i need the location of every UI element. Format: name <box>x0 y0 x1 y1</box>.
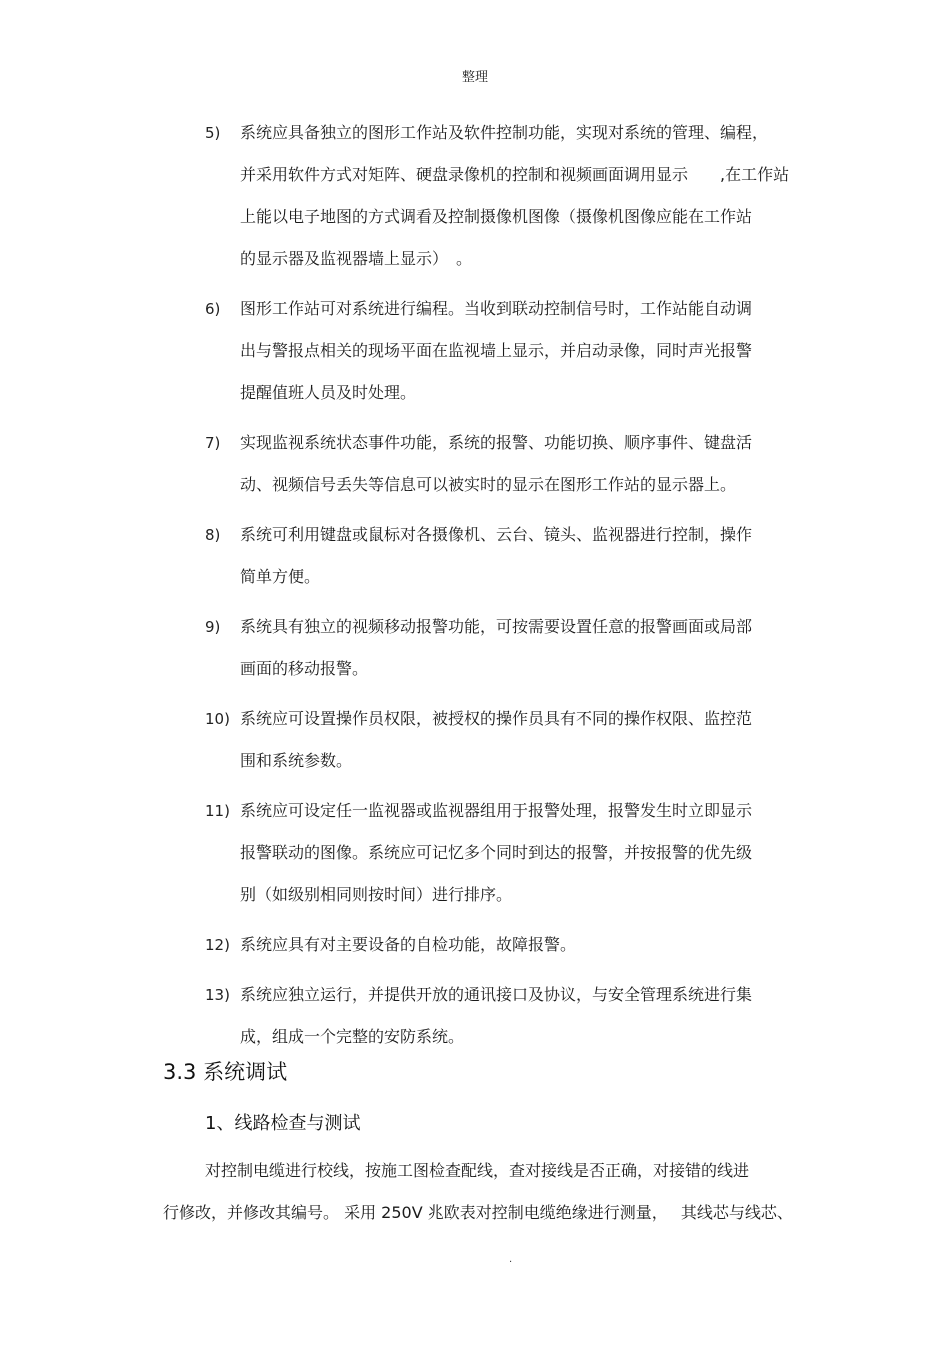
section-title: 3.3 系统调试 <box>163 1060 288 1084</box>
list-number: 7) <box>205 434 221 452</box>
list-item-line: 图形工作站可对系统进行编程。当收到联动控制信号时，工作站能自动调 <box>240 299 753 318</box>
list-item-line: 报警联动的图像。系统应可记忆多个同时到达的报警，并按报警的优先级 <box>240 843 753 862</box>
list-item-line: 系统应具备独立的图形工作站及软件控制功能，实现对系统的管理、编程， <box>240 123 769 142</box>
page-footer-mark: . <box>509 1254 513 1265</box>
list-item-11 <box>205 790 865 916</box>
list-item-7 <box>205 422 865 506</box>
list-item-line: 上能以电子地图的方式调看及控制摄像机图像（摄像机图像应能在工作站 <box>240 207 753 226</box>
list-item-13 <box>205 974 865 1058</box>
list-item-10 <box>205 698 865 782</box>
list-item-line: 简单方便。 <box>240 567 321 586</box>
list-item-6 <box>205 288 865 414</box>
list-item-5 <box>205 112 865 280</box>
list-number: 5) <box>205 124 221 142</box>
list-item-line: 成，组成一个完整的安防系统。 <box>240 1027 465 1046</box>
page-header: 整理 <box>461 70 488 85</box>
list-item-line: 动、视频信号丢失等信息可以被实时的显示在图形工作站的显示器上。 <box>240 475 737 494</box>
list-item-line: 实现监视系统状态事件功能，系统的报警、功能切换、顺序事件、键盘活 <box>240 433 753 452</box>
list-item-line: 系统应可设定任一监视器或监视器组用于报警处理，报警发生时立即显示 <box>240 801 753 820</box>
list-item-line: 别（如级别相同则按时间）进行排序。 <box>240 885 513 904</box>
list-item-9 <box>205 606 865 690</box>
paragraph-line: 对控制电缆进行校线，按施工图检查配线，查对接线是否正确，对接错的线进 <box>205 1161 750 1180</box>
list-item-line: 系统应可设置操作员权限，被授权的操作员具有不同的操作权限、监控范 <box>240 709 753 728</box>
list-item-8 <box>205 514 865 598</box>
paragraph-line: 行修改，并修改其编号。 采用 250V 兆欧表对控制电缆绝缘进行测量， 其线芯与线芯、 <box>163 1203 793 1222</box>
body-paragraph <box>163 1150 863 1234</box>
list-item-line: 出与警报点相关的现场平面在监视墙上显示，并启动录像，同时声光报警 <box>240 341 753 360</box>
list-item-line: 画面的移动报警。 <box>240 659 369 678</box>
requirements-list <box>205 112 865 1066</box>
list-item-12 <box>205 924 865 966</box>
list-item-line: 系统应独立运行，并提供开放的通讯接口及协议，与安全管理系统进行集 <box>240 985 753 1004</box>
list-item-line: 系统具有独立的视频移动报警功能，可按需要设置任意的报警画面或局部 <box>240 617 753 636</box>
list-item-line: 提醒值班人员及时处理。 <box>240 383 417 402</box>
list-number: 10) <box>205 710 230 728</box>
list-number: 9) <box>205 618 221 636</box>
list-item-line: 围和系统参数。 <box>240 751 353 770</box>
list-number: 13) <box>205 986 230 1004</box>
list-item-line: 系统可利用键盘或鼠标对各摄像机、云台、镜头、监视器进行控制，操作 <box>240 525 753 544</box>
list-number: 8) <box>205 526 221 544</box>
list-item-line: 的显示器及监视器墙上显示） 。 <box>240 249 473 268</box>
list-number: 12) <box>205 936 230 954</box>
list-number: 11) <box>205 802 230 820</box>
list-number: 6) <box>205 300 221 318</box>
list-item-line: 并采用软件方式对矩阵、硬盘录像机的控制和视频画面调用显示 ,在工作站 <box>240 165 790 184</box>
subsection-title: 1、线路检查与测试 <box>205 1113 361 1134</box>
list-item-line: 系统应具有对主要设备的自检功能，故障报警。 <box>240 935 577 954</box>
